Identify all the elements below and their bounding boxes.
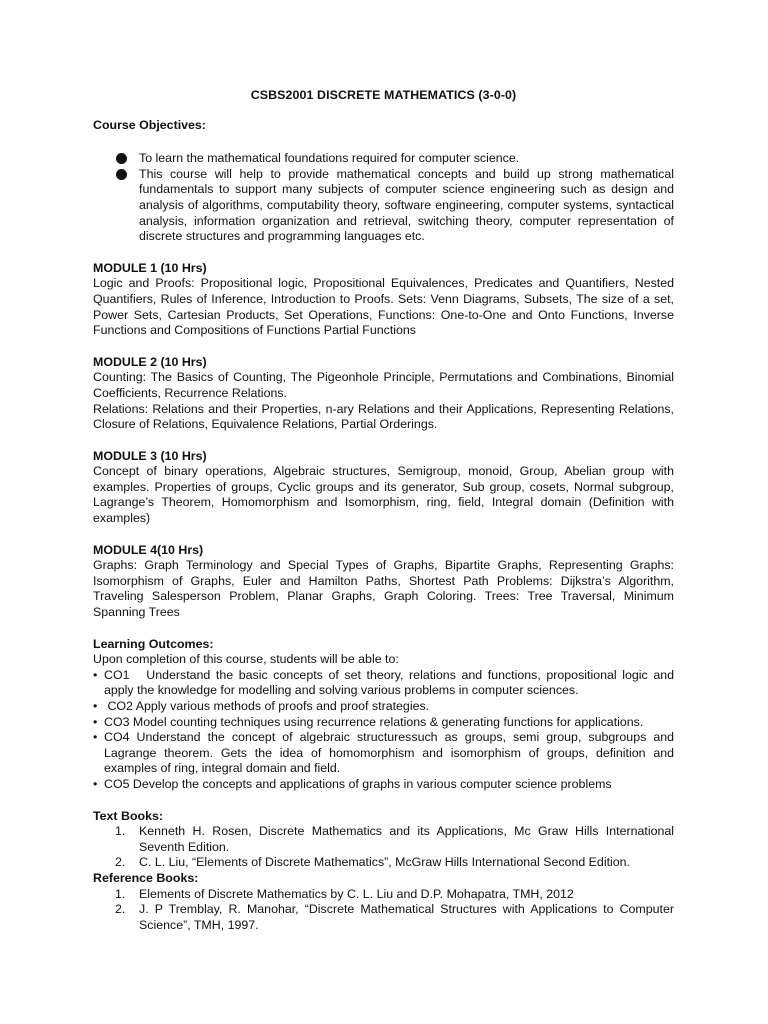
bullet-icon: • — [93, 714, 98, 729]
outcome-text: CO4 Understand the concept of algebraic structuressuch as groups, semi group, subgroups and Lagrange theorem. Gets the idea of homomorphism and isomorphism of groups, definition and examples of ring, integral domain and field. — [104, 730, 674, 776]
objective-text: This course will help to provide mathematical concepts and build up strong mathematical fundamentals to support many subjects of computer science engineering such as design and analysis of algorithms, computability theory, software engineering, computer systems, syntactical analysis, information organization and retrieval, switching theory, computer representation of discrete structures and programming languages etc. — [139, 166, 674, 244]
reference-books — [93, 871, 674, 933]
outcome-item — [93, 699, 674, 715]
outcomes-list — [93, 667, 678, 793]
book-number: 1. — [115, 824, 126, 839]
book-text: Kenneth H. Rosen, Discrete Mathematics and its Applications, Mc Graw Hills International Seventh Edition. — [139, 824, 674, 854]
module-heading: MODULE 4(10 Hrs) — [93, 542, 204, 557]
outcome-item — [93, 715, 674, 731]
bullet-dot-icon — [116, 169, 127, 180]
outcome-text: CO1 Understand the basic concepts of set theory, relations and functions, propositional logic and apply the knowledge for modelling and solving various problems in computer sciences. — [104, 667, 678, 698]
objectives-list — [93, 151, 674, 245]
outcomes-intro: Upon completion of this course, students will be able to: — [93, 652, 399, 667]
bullet-dot-icon — [116, 153, 127, 164]
course-title: CSBS2001 DISCRETE MATHEMATICS (3-0-0) — [250, 88, 517, 102]
objectives-heading: Course Objectives: — [93, 117, 206, 132]
module-4 — [93, 543, 674, 621]
book-number: 2. — [115, 855, 126, 870]
module-paragraph: Relations: Relations and their Properties, n-ary Relations and their Applications, Representing Relations, Closure of Relations, Equivalence Relations, Partial Orderings. — [93, 401, 674, 432]
outcome-item — [93, 777, 674, 793]
objective-item — [139, 167, 674, 245]
module-1 — [93, 261, 674, 339]
objective-item — [139, 151, 674, 167]
outcome-item — [93, 730, 674, 777]
module-paragraph: Logic and Proofs: Propositional logic, Propositional Equivalences, Predicates and Quantifiers, Nested Quantifiers, Rules of Inference, Introduction to Proofs. Sets: Venn Diagrams, Subsets, The size of a set, Power Sets, Cartesian Products, Set Operations, Functions: One-to-One and Onto Functions, Inverse Functions and Compositions of Functions Partial Functions — [93, 276, 674, 338]
book-text: Elements of Discrete Mathematics by C. L. Liu and D.P. Mohapatra, TMH, 2012 — [139, 886, 574, 901]
module-heading: MODULE 2 (10 Hrs) — [93, 354, 207, 369]
outcome-item — [93, 667, 678, 699]
objective-text: To learn the mathematical foundations required for computer science. — [139, 151, 520, 166]
module-paragraph: Graphs: Graph Terminology and Special Types of Graphs, Bipartite Graphs, Representing Graphs: Isomorphism of Graphs, Euler and Hamilton Paths, Shortest Path Problems: Dijkstra’s Algorithm, Traveling Salesperson Problem, Planar Graphs, Graph Coloring. Trees: Tree Traversal, Minimum Spanning Trees — [93, 558, 674, 620]
book-item — [115, 886, 674, 903]
text-books-list — [93, 824, 674, 871]
bullet-icon: • — [93, 730, 98, 745]
module-paragraph: Concept of binary operations, Algebraic structures, Semigroup, monoid, Group, Abelian group with examples. Properties of groups, Cyclic groups and its generator, Sub group, cosets, Normal subgroup, Lagrange’s Theorem, Homomorphism and Isomorphism, ring, field, Integral domain (Definition with examples) — [93, 464, 674, 526]
module-heading: MODULE 1 (10 Hrs) — [93, 260, 207, 275]
bullet-icon: • — [93, 699, 98, 713]
book-item — [115, 824, 674, 855]
outcome-text: CO5 Develop the concepts and applications of graphs in various computer science problems — [104, 776, 612, 791]
book-text: C. L. Liu, “Elements of Discrete Mathematics”, McGraw Hills International Second Edition. — [139, 855, 630, 870]
reference-books-heading: Reference Books: — [93, 870, 199, 885]
syllabus-page — [93, 88, 678, 933]
book-number: 2. — [115, 902, 126, 917]
book-number: 1. — [115, 886, 126, 901]
book-item — [115, 902, 674, 933]
module-paragraph: Counting: The Basics of Counting, The Pigeonhole Principle, Permutations and Combinations, Binomial Coefficients, Recurrence Relations. — [93, 370, 674, 400]
module-heading: MODULE 3 (10 Hrs) — [93, 448, 207, 463]
text-books — [93, 809, 674, 871]
outcomes-heading: Learning Outcomes: — [93, 636, 214, 651]
text-books-heading: Text Books: — [93, 808, 163, 823]
book-text: J. P Tremblay, R. Manohar, “Discrete Mathematical Structures with Applications to Computer Science”, TMH, 1997. — [139, 902, 674, 932]
outcome-text: CO2 Apply various methods of proofs and proof strategies. — [104, 699, 430, 713]
reference-books-list — [93, 887, 674, 934]
module-2 — [93, 355, 674, 433]
bullet-icon: • — [93, 776, 98, 791]
book-item — [115, 855, 674, 871]
module-3 — [93, 449, 674, 527]
learning-outcomes — [93, 636, 678, 793]
outcome-text: CO3 Model counting techniques using recurrence relations & generating functions for applications. — [104, 714, 644, 729]
bullet-icon: • — [93, 667, 98, 682]
